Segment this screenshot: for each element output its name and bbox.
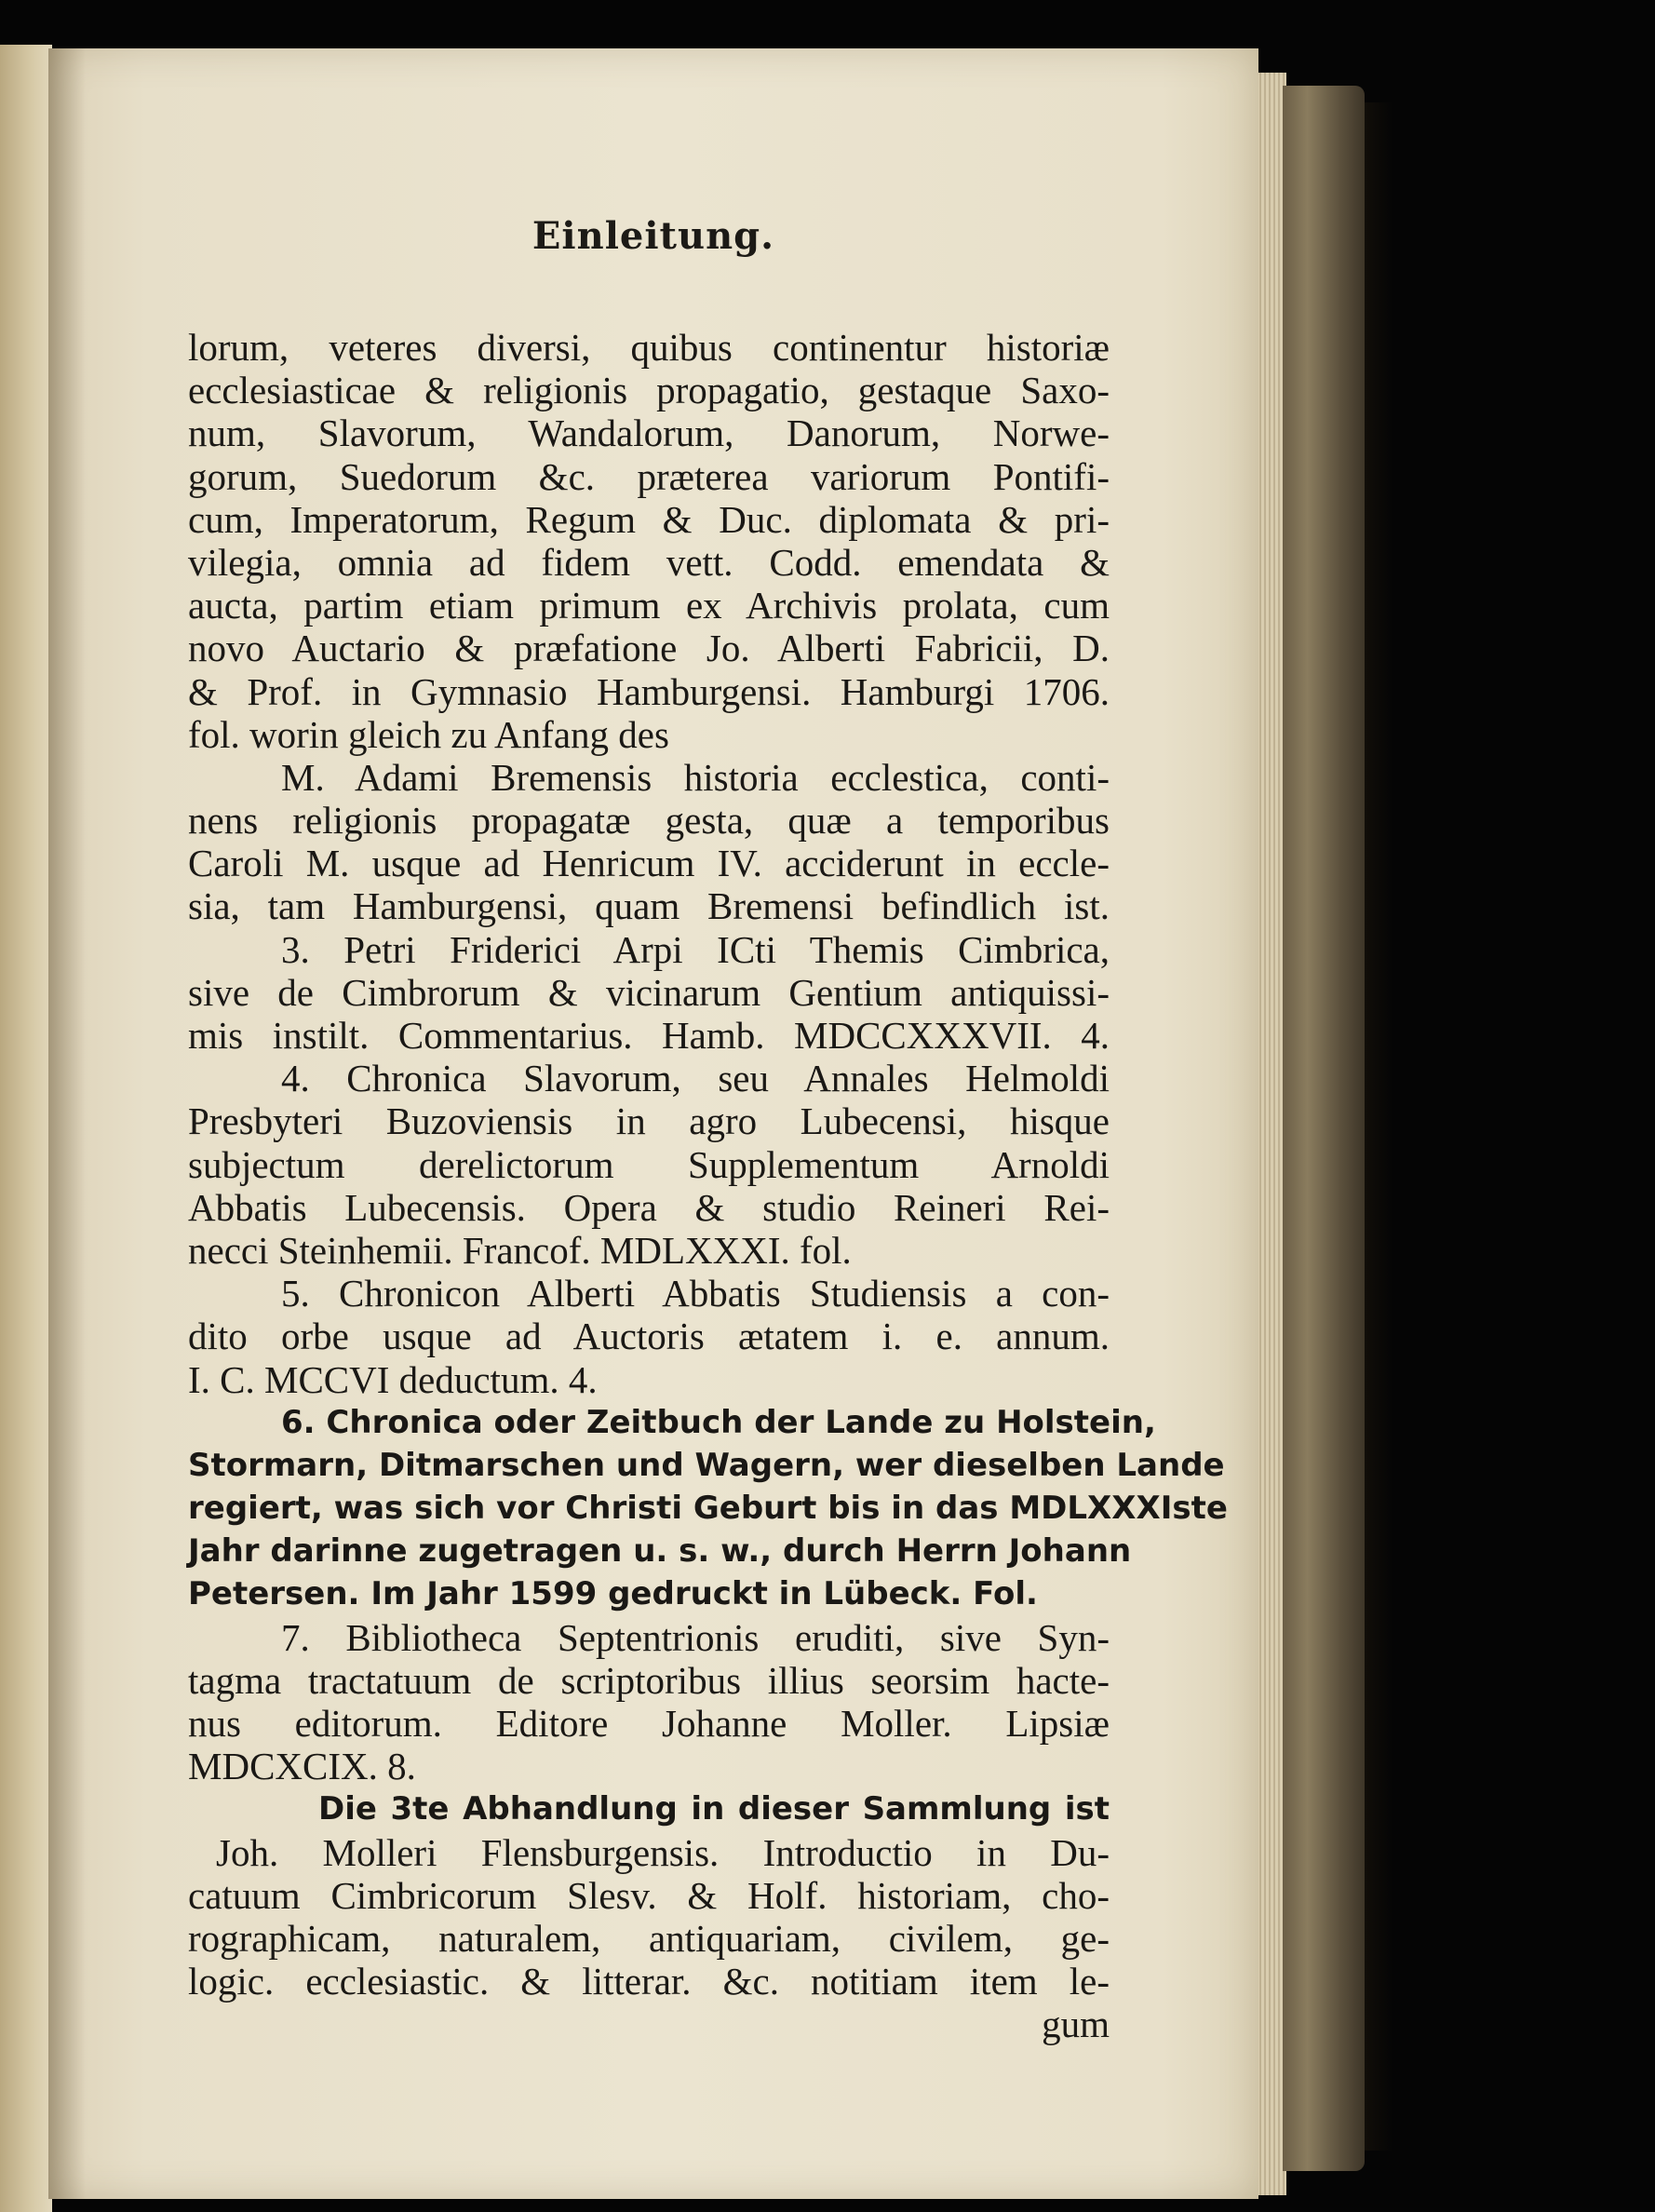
- text-line: 4. Chronica Slavorum, seu Annales Helmoldi: [281, 1057, 1110, 1100]
- facing-page-edge: [0, 45, 52, 2212]
- text-line: num, Slavorum, Wandalorum, Danorum, Norwe-: [188, 411, 1110, 455]
- text-line: 6. Chronica oder Zeitbuch der Lande zu Holstein,: [281, 1403, 1156, 1441]
- text-line: mis instilt. Commentarius. Hamb. MDCCXXXVII. 4.: [188, 1014, 1110, 1057]
- text-line: Jahr darinne zugetragen u. s. w., durch Herrn Johann: [188, 1532, 1132, 1571]
- text-line: rographicam, naturalem, antiquariam, civilem, ge-: [188, 1916, 1110, 1960]
- text-line: vilegia, omnia ad fidem vett. Codd. emendata &: [188, 540, 1110, 584]
- text-line: Joh. Molleri Flensburgensis. Introductio in Du-: [216, 1830, 1110, 1874]
- text-line: Stormarn, Ditmarschen und Wagern, wer dieselben Lande: [188, 1446, 1225, 1484]
- text-line: 5. Chronicon Alberti Abbatis Studiensis a con-: [281, 1272, 1110, 1315]
- cover-shadow: [1365, 102, 1393, 2151]
- text-line: MDCXCIX. 8.: [188, 1745, 416, 1788]
- catchword: gum: [1042, 2003, 1110, 2046]
- text-line: regiert, was sich vor Christi Geburt bis in das MDLXXXIste: [188, 1490, 1228, 1528]
- text-line: Abbatis Lubecensis. Opera & studio Reineri Rei-: [188, 1185, 1110, 1229]
- text-line: necci Steinhemii. Francof. MDLXXXI. fol.: [188, 1228, 852, 1272]
- text-line: subjectum derelictorum Supplementum Arnoldi: [188, 1142, 1110, 1186]
- text-line: tagma tractatuum de scriptoribus illius seorsim hacte-: [188, 1658, 1110, 1702]
- text-block: [188, 326, 1228, 2046]
- text-line: sive de Cimbrorum & vicinarum Gentium antiquissi-: [188, 970, 1110, 1014]
- text-line: lorum, veteres diversi, quibus continentur historiæ: [188, 326, 1110, 369]
- text-line: cum, Imperatorum, Regum & Duc. diplomata & pri-: [188, 497, 1110, 541]
- page-gutter: [48, 48, 86, 2199]
- text-line: fol. worin gleich zu Anfang des: [188, 712, 669, 756]
- text-line: gorum, Suedorum &c. præterea variorum Pontifi-: [188, 454, 1110, 498]
- text-line: logic. ecclesiastic. & litterar. &c. notitiam item le-: [188, 1960, 1110, 2003]
- text-line: Caroli M. usque ad Henricum IV. acciderunt in eccle-: [188, 842, 1110, 885]
- text-line: sia, tam Hamburgensi, quam Bremensi befindlich ist.: [188, 884, 1110, 928]
- text-line: & Prof. in Gymnasio Hamburgensi. Hamburgi 1706.: [188, 669, 1110, 713]
- text-line: catuum Cimbricorum Slesv. & Holf. historiam, cho-: [188, 1873, 1110, 1917]
- text-line: nus editorum. Editore Johanne Moller. Lipsiæ: [188, 1702, 1110, 1745]
- book-cover-edge: [1283, 86, 1365, 2171]
- text-line: novo Auctario & præfatione Jo. Alberti Fabricii, D.: [188, 627, 1110, 670]
- text-line: dito orbe usque ad Auctoris ætatem i. e. annum.: [188, 1315, 1110, 1358]
- text-line: 7. Bibliotheca Septentrionis eruditi, sive Syn-: [281, 1615, 1110, 1659]
- text-line: Presbyteri Buzoviensis in agro Lubecensi, hisque: [188, 1099, 1110, 1143]
- text-line: M. Adami Bremensis historia ecclestica, conti-: [281, 755, 1110, 799]
- text-line: ecclesiasticae & religionis propagatio, gestaque Saxo-: [188, 369, 1110, 412]
- text-line: aucta, partim etiam primum ex Archivis prolata, cum: [188, 584, 1110, 627]
- text-line: 3. Petri Friderici Arpi ICti Themis Cimbrica,: [281, 927, 1110, 971]
- text-line: I. C. MCCVI deductum. 4.: [188, 1357, 598, 1401]
- running-head: Einleitung.: [531, 214, 775, 258]
- text-line: Petersen. Im Jahr 1599 gedruckt in Lübeck. Fol.: [188, 1575, 1038, 1613]
- text-line: Die 3te Abhandlung in dieser Sammlung ist: [318, 1790, 1110, 1828]
- book-page: [48, 48, 1258, 2199]
- text-line: nens religionis propagatæ gesta, quæ a temporibus: [188, 799, 1110, 843]
